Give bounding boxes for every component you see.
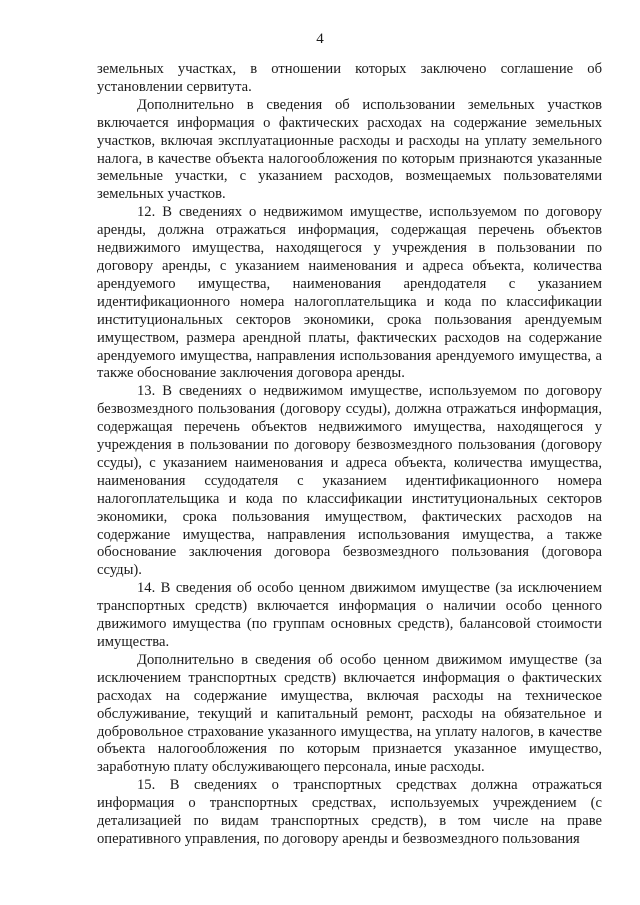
paragraph-14-valuable-movable: 14. В сведения об особо ценном движимом имуществе (за исключением транспортных средств) включается информация о наличии особо ценного движимого имущества (по группам основных средств), балансовой стоимости имущества.	[97, 580, 602, 650]
paragraph-servitude-continuation: земельных участках, в отношении которых заключено соглашение об установлении сервитута.	[97, 61, 602, 95]
paragraph-13-free-use: 13. В сведениях о недвижимом имуществе, используемом по договору безвозмездного пользования (договору ссуды), должна отражаться информация, содержащая перечень объектов недвижимого имущества, находящегося у учреждения в пользовании по договору безвозмездного пользования (договору ссуды), с указанием наименования и адреса объекта, количества имущества, наименования ссудодателя с указанием идентификационного номера налогоплательщика и кода по классификации институциональных секторов экономики, срока пользования имуществом, фактических расходов на содержание имущества, направления использования имущества, а также обоснование заключения договора безвозмездного пользования (договора ссуды).	[97, 383, 602, 579]
paragraph-valuable-movable-expenses: Дополнительно в сведения об особо ценном движимом имуществе (за исключением транспортных средств) включается информация о фактических расходах на содержание имущества, включая расходы на техническое обслуживание, текущий и капитальный ремонт, расходы на обязательное и добровольное страхование указанного имущества, на уплату налогов, в качестве объекта налогообложения по которым признается указанное имущество, заработную плату обслуживающего персонала, иные расходы.	[97, 651, 602, 776]
document-body	[97, 61, 602, 849]
paragraph-12-lease: 12. В сведениях о недвижимом имуществе, используемом по договору аренды, должна отражаться информация, содержащая перечень объектов недвижимого имущества, находящегося у учреждения в пользовании по договору аренды, с указанием наименования и адреса объекта, количества арендуемого имущества, наименования арендодателя с указанием идентификационного номера налогоплательщика и кода по классификации институциональных секторов экономики, срока пользования арендуемым имуществом, размера арендной платы, фактических расходов на содержание арендуемого имущества, направления использования арендуемого имущества, а также обоснование заключения договора аренды.	[97, 204, 602, 382]
paragraph-land-expenses: Дополнительно в сведения об использовании земельных участков включается информация о фактических расходах на содержание земельных участков, включая эксплуатационные расходы и расходы на уплату земельного налога, в качестве объекта налогообложения по которым признаются указанные земельные участки, с указанием расходов, возмещаемых пользователями земельных участков.	[97, 96, 602, 203]
paragraph-15-vehicles: 15. В сведениях о транспортных средствах должна отражаться информация о транспортных средствах, используемых учреждением (с детализацией по видам транспортных средств), в том числе на праве оперативного управления, по договору аренды и безвозмездного пользования	[97, 777, 602, 847]
page-number: 4	[316, 31, 324, 47]
